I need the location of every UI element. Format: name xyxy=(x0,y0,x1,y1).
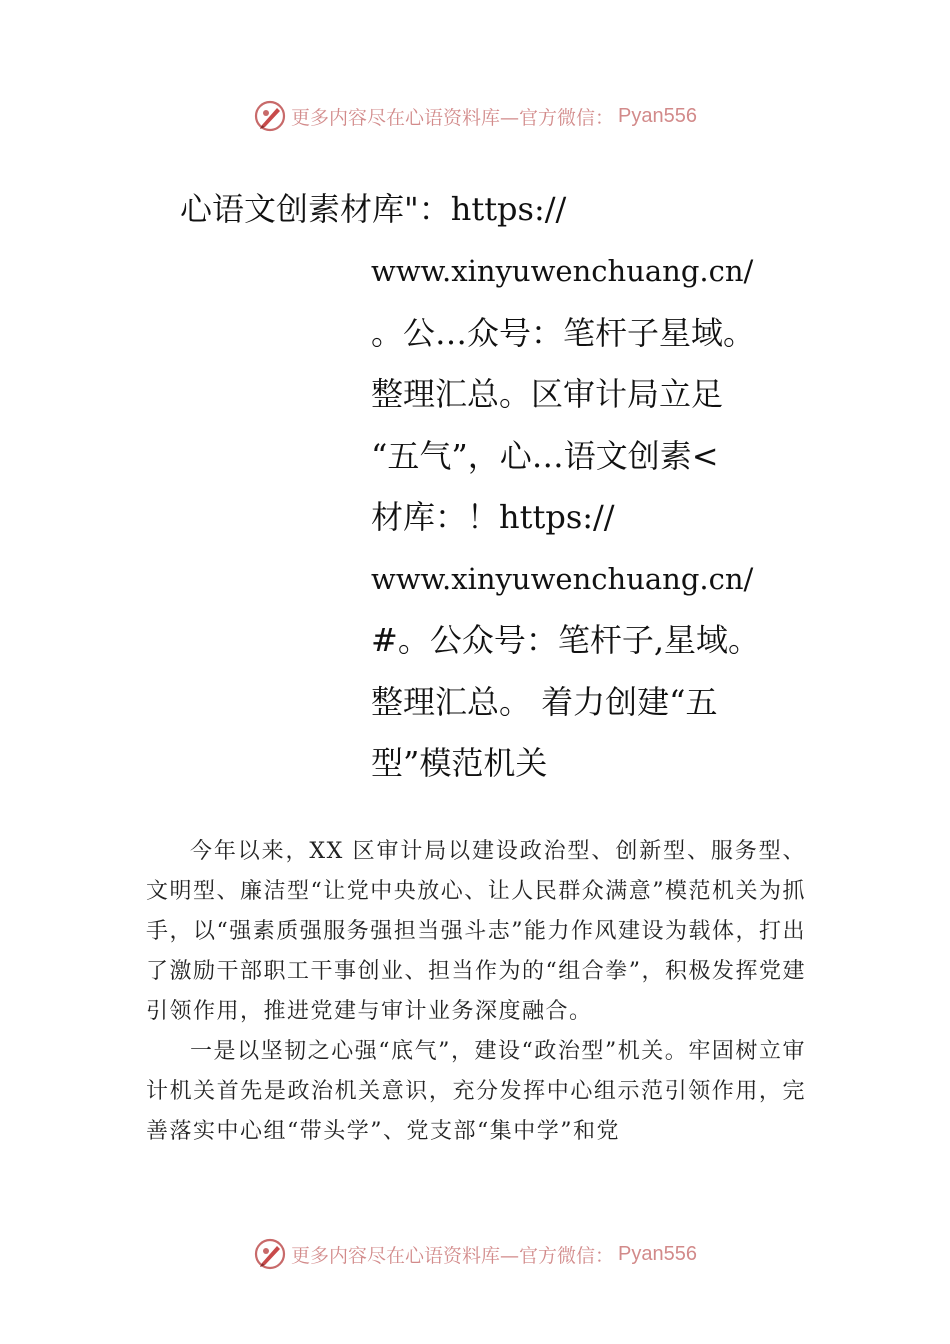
title-line: 。公…众号：笔杆子星域。 xyxy=(371,313,756,352)
title-line: www.xinyuwenchuang.cn/ xyxy=(371,561,754,596)
header-watermark-banner xyxy=(0,96,950,136)
body-paragraph: 一是以坚韧之心强“底气”，建设“政治型”机关。牢固树立审计机关首先是政治机关意识，充分发挥中心组示范引领作用，完善落实中心组“带头学”、党支部“集中学”和党 xyxy=(146,1039,806,1144)
title-line: “五气”，心…语文创素< xyxy=(371,436,719,475)
title-line: 整理汇总。 着力创建“五 xyxy=(371,682,718,721)
title-line: 整理汇总。区审计局立足 xyxy=(371,375,724,413)
pen-logo-icon xyxy=(253,99,287,133)
footer-watermark-banner xyxy=(0,1234,950,1274)
banner-wechat-id: Pyan556 xyxy=(618,104,697,127)
title-line: 型”模范机关 xyxy=(371,744,548,782)
banner-text: 更多内容尽在心语资料库—官方微信： xyxy=(291,106,615,129)
body-text xyxy=(146,832,806,1152)
title-line: #。公众号：笔杆子,星域。 xyxy=(371,621,760,659)
title-block xyxy=(371,248,791,802)
title-line: www.xinyuwenchuang.cn/ xyxy=(371,254,754,288)
banner-text: 更多内容尽在心语资料库—官方微信： xyxy=(291,1244,615,1267)
title-first-line: 心语文创素材库"：https:// xyxy=(180,190,567,228)
pen-logo-icon xyxy=(253,1237,287,1271)
title-line: 材库：！https:// xyxy=(371,498,615,536)
body-paragraph: 今年以来，XX 区审计局以建设政治型、创新型、服务型、文明型、廉洁型“让党中央放心、让人民群众满意”模范机关为抓手，以“强素质强服务强担当强斗志”能力作风建设为载体，打出了激励干部职工干事创业、担当作为的“组合拳”，积极发挥党建引领作用，推进党建与审计业务深度融合。 xyxy=(146,839,806,1024)
banner-wechat-id: Pyan556 xyxy=(618,1242,697,1265)
